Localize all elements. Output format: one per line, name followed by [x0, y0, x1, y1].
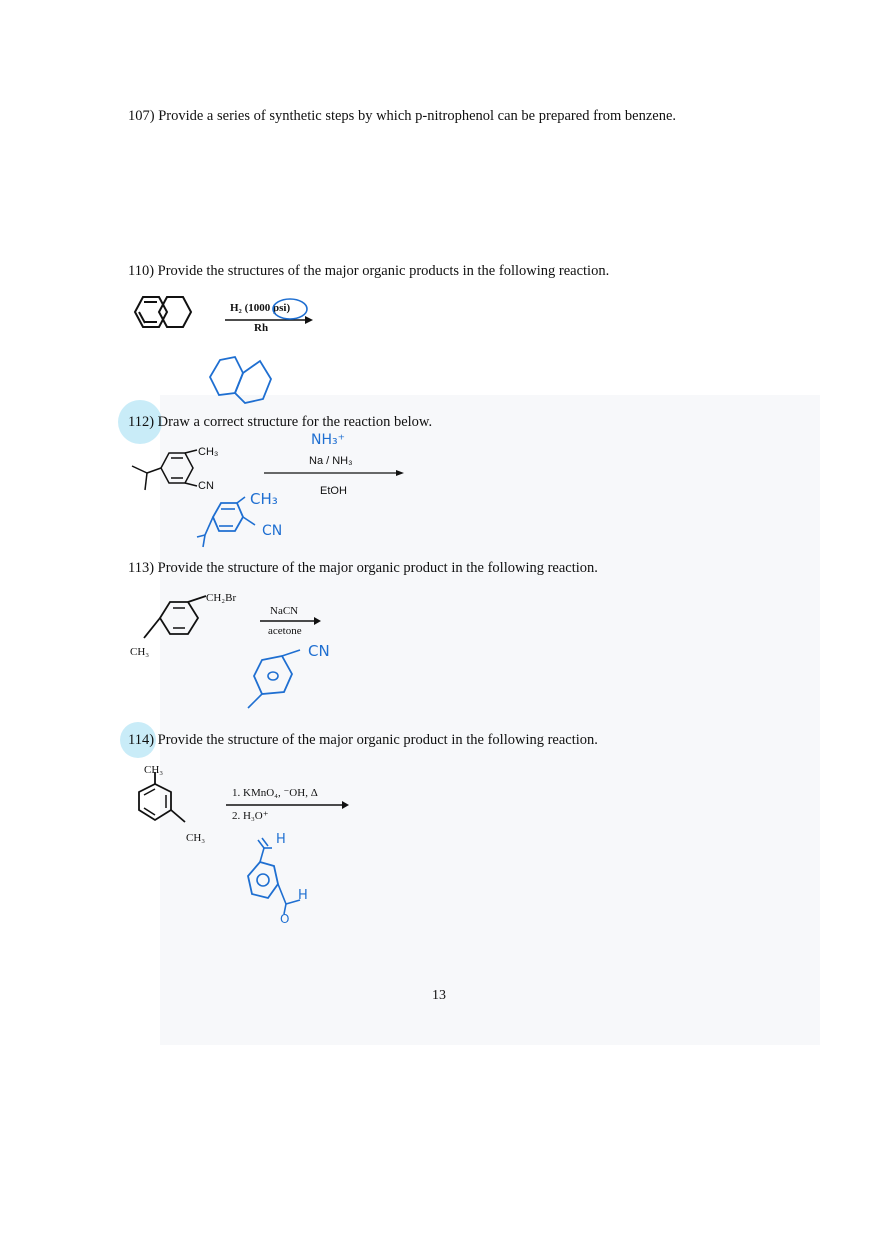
tetralin-structure [125, 293, 215, 348]
r112-cn-label: CN [198, 480, 214, 492]
handwritten-ch3: CH₃ [250, 490, 278, 508]
r114-reagent-1: 1. KMnO₄, ⁻OH, Δ [232, 787, 318, 799]
r113-ch2br-label: CH₂Br [206, 592, 237, 604]
r112-ch3-label: CH₃ [198, 446, 219, 458]
r114-ch3-top-label: CH₃ [144, 764, 164, 776]
r112-arrow [264, 469, 406, 479]
question-110: 110) Provide the structures of the major organic products in the following reaction. [128, 263, 610, 279]
page-number: 13 [432, 988, 446, 1003]
handwritten-h-top: H [276, 832, 286, 847]
r112-reagent-bottom: EtOH [320, 485, 347, 497]
r110-reagent-top: H₂ (1000 psi) [230, 302, 291, 314]
r110-reagent-bottom: Rh [254, 322, 269, 334]
handwritten-decalin [205, 355, 285, 405]
question-113: 113) Provide the structure of the major organic product in the following reaction. [128, 560, 598, 576]
handwritten-o: O [280, 912, 290, 926]
handwritten-circle-psi [272, 298, 312, 320]
r113-ch3-label: CH₃ [130, 646, 150, 658]
r113-reagent-bottom: acetone [268, 625, 302, 637]
handwritten-cn-113: CN [308, 642, 330, 660]
question-112: 112) Draw a correct structure for the reaction below. [128, 414, 433, 430]
handwritten-dialdehyde-product [238, 838, 318, 928]
r113-reagent-top: NaCN [270, 605, 299, 617]
r114-reagent-2: 2. H₃O⁺ [232, 810, 269, 822]
handwritten-nh3-note: NH₃⁺ [311, 432, 346, 448]
handwritten-cn-112: CN [262, 523, 283, 539]
r112-reagent-top: Na / NH₃ [309, 455, 353, 467]
r114-substrate-structure [125, 778, 205, 838]
question-107: 107) Provide a series of synthetic steps by which p-nitrophenol can be prepared from benzene. [128, 108, 677, 124]
question-114: 114) Provide the structure of the major organic product in the following reaction. [128, 732, 598, 748]
r114-ch3-side-label: CH₃ [186, 832, 206, 844]
handwritten-h-side: H [298, 888, 308, 903]
